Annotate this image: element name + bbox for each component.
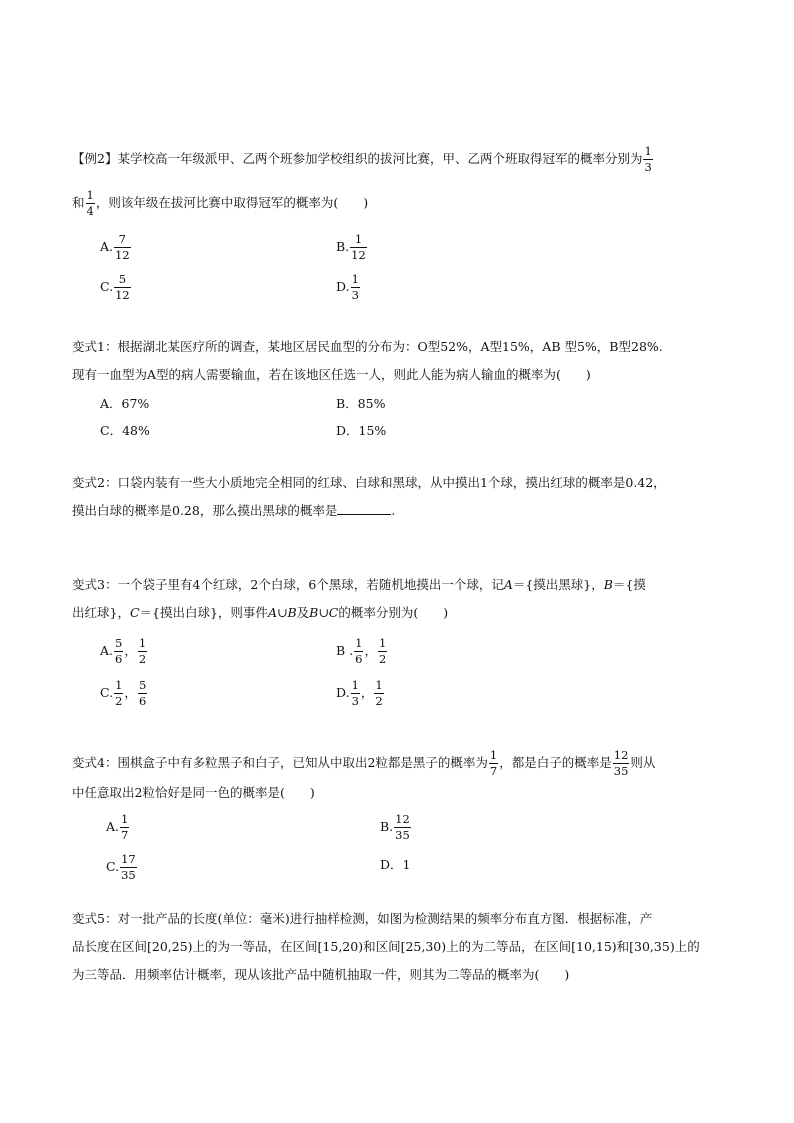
variant4-line2: 中任意取出2粒恰好是同一色的概率是( ) <box>72 785 315 800</box>
fraction: $\frac{1}{7}$ <box>489 748 498 778</box>
variant2-line2: 摸出白球的概率是0.28，那么摸出黑球的概率是 . <box>72 503 396 518</box>
option-a[interactable]: A. $\frac{5}{6}$ ， $\frac{1}{2}$ <box>100 636 147 666</box>
option-a[interactable]: A. $\frac{1}{7}$ <box>106 812 129 842</box>
variant5-line2: 品长度在区间[20,25)上的为一等品，在区间[15,20)和区间[25,30)上的为二等品，在区间[10,15)和[30,35)上的 <box>72 939 700 954</box>
variant5-line1: 变式5：对一批产品的长度(单位：毫米)进行抽样检测，如图为检测结果的频率分布直方图．根据标准，产 <box>72 911 653 926</box>
option-b[interactable]: B．85% <box>336 396 386 411</box>
answer-blank[interactable] <box>337 502 391 515</box>
fraction: $\frac{1}{3}$ <box>644 144 652 174</box>
variant5-line3: 为三等品．用频率估计概率，现从该批产品中随机抽取一件，则其为二等品的概率为( ) <box>72 967 570 982</box>
example2-line1 <box>72 146 654 173</box>
option-d[interactable]: D．15% <box>336 423 387 438</box>
fraction: $\frac{1}{2}$ <box>375 678 383 708</box>
option-a[interactable]: A．67% <box>100 396 150 411</box>
option-d[interactable]: D. $\frac{1}{3}$ ， $\frac{1}{2}$ <box>336 678 383 708</box>
option-c[interactable]: C. $\frac{5}{12}$ <box>100 272 130 302</box>
variant1-line2: 现有一血型为A型的病人需要输血，若在该地区任选一人，则此人能为病人输血的概率为( ) <box>72 367 591 382</box>
fraction: $\frac{12}{35}$ <box>613 748 629 778</box>
fraction: $\frac{1}{2}$ <box>115 678 123 708</box>
fraction: $\frac{17}{35}$ <box>121 852 136 882</box>
variant1-line1: 变式1：根据湖北某医疗所的调查，某地区居民血型的分布为：O型52%，A型15%，AB 型5%，B型28%. <box>72 339 663 354</box>
fraction: $\frac{5}{12}$ <box>115 272 130 302</box>
variant2-line1: 变式2：口袋内装有一些大小质地完全相同的红球、白球和黑球，从中摸出1个球，摸出红球的概率是0.42， <box>72 475 666 490</box>
fraction: $\frac{7}{12}$ <box>115 232 130 262</box>
fraction: $\frac{12}{35}$ <box>395 812 410 842</box>
example2-text1: 【例2】某学校高一年级派甲、乙两个班参加学校组织的拔河比赛，甲、乙两个班取得冠军的概率分别为 <box>72 151 643 166</box>
example2-line2: 和 $\frac{1}{4}$ ，则该年级在拔河比赛中取得冠军的概率为( ) <box>72 188 369 218</box>
option-b[interactable]: B. $\frac{1}{12}$ <box>336 232 366 262</box>
fraction: $\frac{1}{3}$ <box>351 678 359 708</box>
option-b[interactable]: B. $\frac{12}{35}$ <box>380 812 410 842</box>
fraction: $\frac{5}{6}$ <box>138 678 147 708</box>
variant3-line2: 出红球}，C＝{摸出白球}，则事件A∪B及B∪C的概率分别为( ) <box>72 605 449 620</box>
fraction: $\frac{1}{4}$ <box>86 188 94 218</box>
option-d[interactable]: D. $\frac{1}{3}$ <box>336 272 359 302</box>
fraction: $\frac{1}{6}$ <box>355 636 363 666</box>
option-a[interactable]: A. $\frac{7}{12}$ <box>100 232 130 262</box>
fraction: $\frac{1}{2}$ <box>138 636 147 666</box>
fraction: $\frac{5}{6}$ <box>115 636 123 666</box>
option-c[interactable]: C．48% <box>100 423 150 438</box>
fraction: $\frac{1}{3}$ <box>351 272 359 302</box>
option-c[interactable]: C. $\frac{17}{35}$ <box>106 852 136 882</box>
variant3-line1: 变式3：一个袋子里有4个红球，2个白球，6个黑球，若随机地摸出一个球，记A＝{摸出黑球}，B＝{摸 <box>72 577 646 592</box>
option-c[interactable]: C. $\frac{1}{2}$ ， $\frac{5}{6}$ <box>100 678 147 708</box>
fraction: $\frac{1}{7}$ <box>121 812 129 842</box>
fraction: $\frac{1}{12}$ <box>351 232 366 262</box>
option-b[interactable]: B . $\frac{1}{6}$ ， $\frac{1}{2}$ <box>336 636 387 666</box>
option-d[interactable]: D．1 <box>380 857 411 872</box>
fraction: $\frac{1}{2}$ <box>378 636 387 666</box>
variant4-line1: 变式4：围棋盒子中有多粒黑子和白子，已知从中取出2粒都是黑子的概率为 $\frac{1}{7}$ ，都是白子的概率是 $\frac{12}{35}$ 则从 <box>72 748 656 778</box>
